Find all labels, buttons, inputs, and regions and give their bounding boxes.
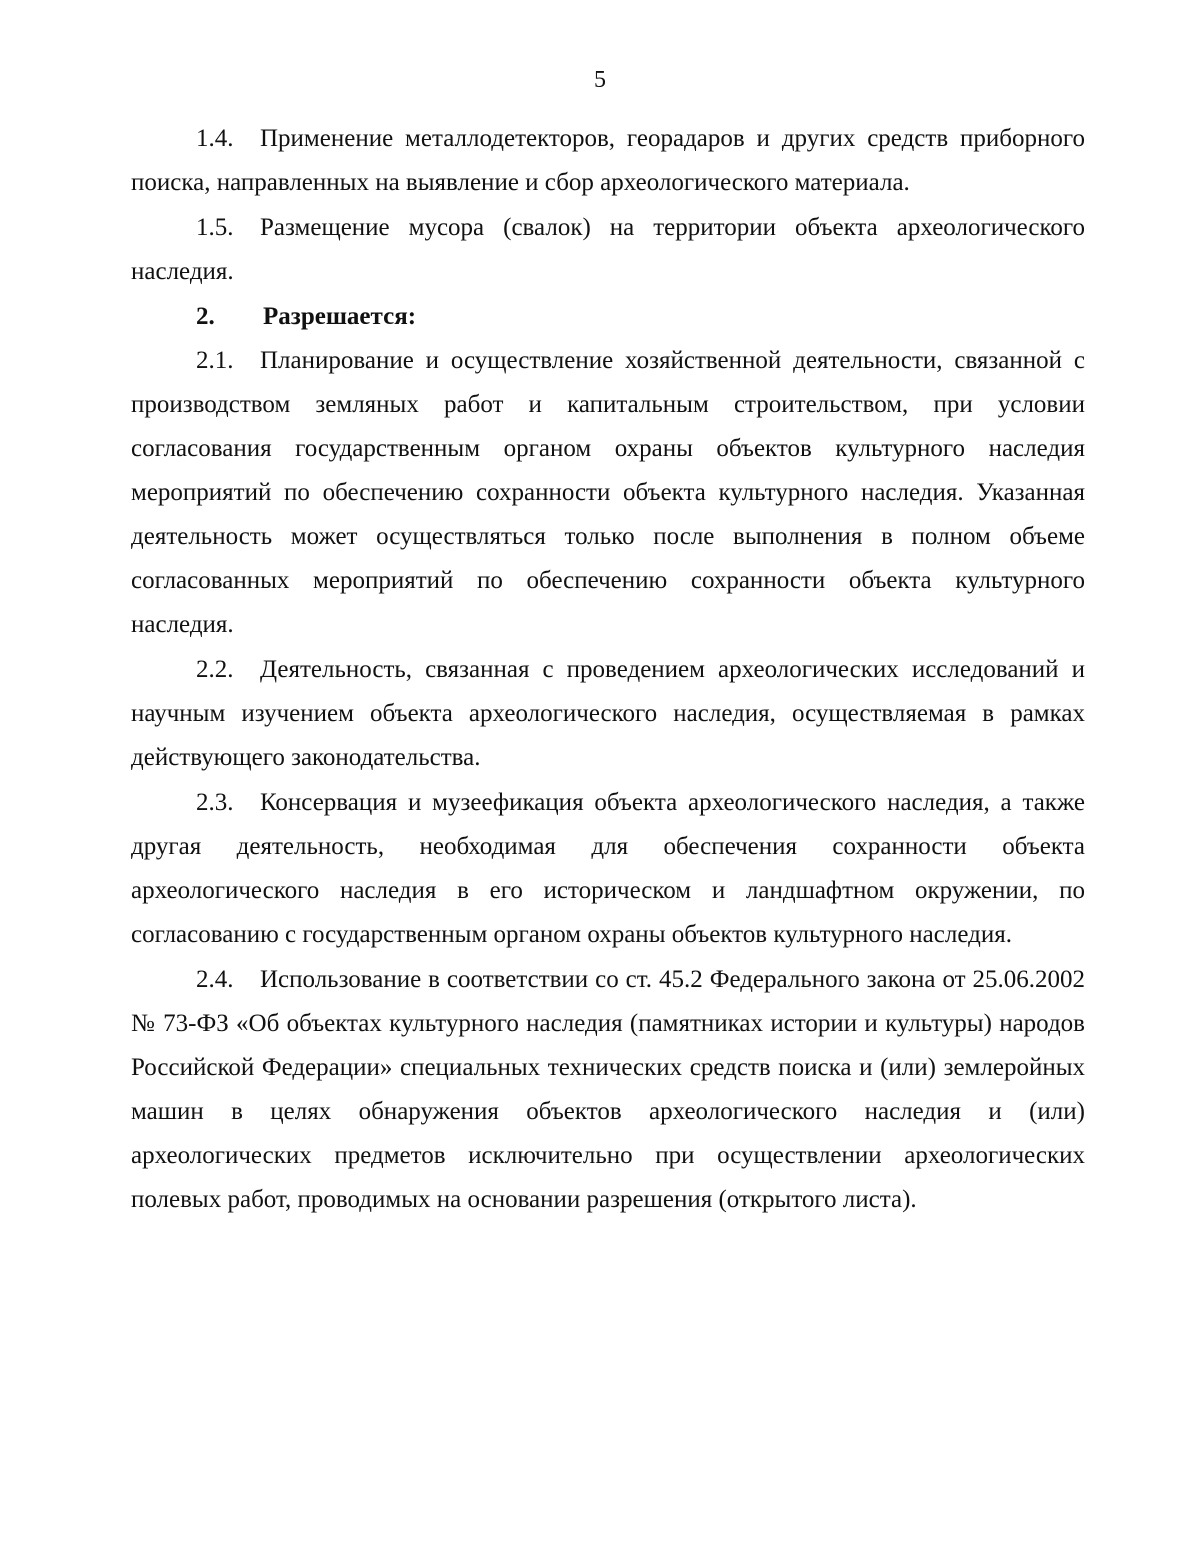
page-number: 5 [594, 67, 606, 93]
section-heading-2 [131, 295, 1085, 339]
paragraph-number: 2.2. [196, 656, 234, 683]
section-title: Разрешается: [263, 303, 417, 330]
paragraph-1-4 [131, 117, 1085, 205]
section-number: 2. [196, 303, 215, 330]
document-body [131, 117, 1085, 1222]
paragraph-2-3 [131, 781, 1085, 957]
paragraph-number: 1.4. [196, 125, 234, 152]
paragraph-2-1 [131, 339, 1085, 647]
paragraph-text: Размещение мусора (свалок) на территории объекта археологического наследия. [131, 214, 1085, 285]
paragraph-text: Использование в соответствии со ст. 45.2 Федерального закона от 25.06.2002 № 73-ФЗ «Об объектах культурного наследия (памятниках истории и культуры) народов Российской Федерации» специальных технических средств поиска и (или) землеройных машин в целях обнаружения объектов археологического наследия и (или) археологических предметов исключительно при осуществлении археологических полевых работ, проводимых на основании разрешения (открытого листа). [131, 966, 1085, 1213]
paragraph-number: 2.4. [196, 966, 234, 993]
paragraph-text: Консервация и музеефикация объекта археологического наследия, а также другая деятельность, необходимая для обеспечения сохранности объекта археологического наследия в его историческом и ландшафтном окружении, по согласованию с государственным органом охраны объектов культурного наследия. [131, 789, 1085, 948]
paragraph-text: Планирование и осуществление хозяйственной деятельности, связанной с производством земляных работ и капитальным строительством, при условии согласования государственным органом охраны объектов культурного наследия мероприятий по обеспечению сохранности объекта культурного наследия. Указанная деятельность может осуществляться только после выполнения в полном объеме согласованных мероприятий по обеспечению сохранности объекта культурного наследия. [131, 347, 1085, 638]
paragraph-number: 1.5. [196, 214, 234, 241]
paragraph-text: Деятельность, связанная с проведением археологических исследований и научным изучением объекта археологического наследия, осуществляемая в рамках действующего законодательства. [131, 656, 1085, 771]
paragraph-number: 2.1. [196, 347, 234, 374]
paragraph-1-5 [131, 206, 1085, 294]
paragraph-2-2 [131, 648, 1085, 780]
paragraph-2-4 [131, 958, 1085, 1222]
paragraph-number: 2.3. [196, 789, 234, 816]
paragraph-text: Применение металлодетекторов, георадаров и других средств приборного поиска, направленных на выявление и сбор археологического материала. [131, 125, 1085, 196]
